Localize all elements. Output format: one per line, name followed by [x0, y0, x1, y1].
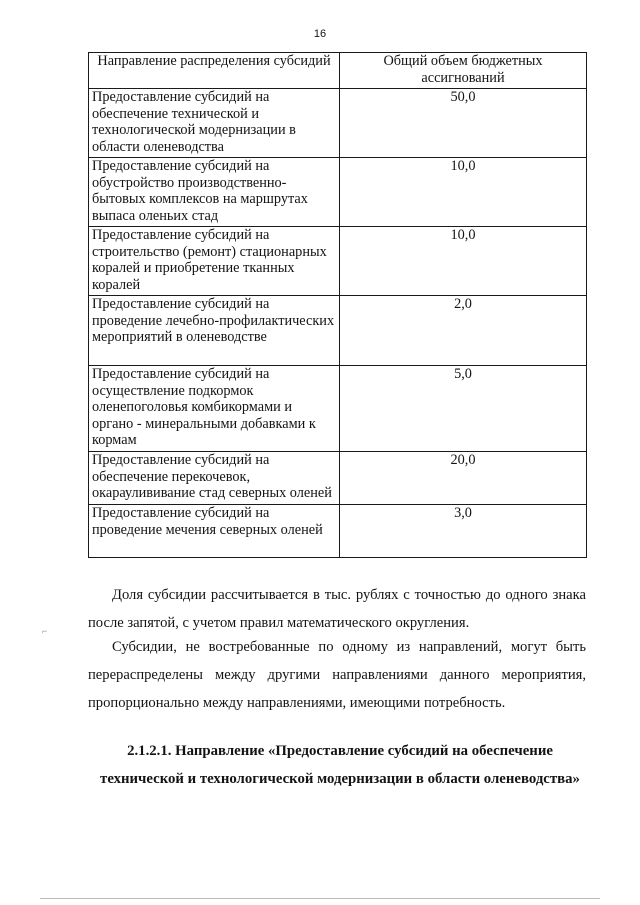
row-value: 3,0	[340, 505, 587, 558]
header-volume: Общий объем бюджетных ассигнований	[340, 53, 587, 89]
scan-edge-line	[40, 898, 600, 899]
table-header-row	[89, 53, 587, 89]
row-direction: Предоставление субсидий на обустройство производственно-бытовых комплексов на маршрутах выпаса оленьих стад	[89, 158, 340, 227]
section-heading-line: технической и технологической модернизации в области оленеводства»	[100, 771, 580, 787]
scan-mark: ⌐	[42, 626, 48, 636]
subsidy-table	[88, 52, 587, 558]
table-row	[89, 452, 587, 505]
paragraph-line: пропорционально между направлениями, имеющими потребность.	[88, 695, 506, 711]
table-row	[89, 296, 587, 366]
paragraph-redistribution	[88, 633, 586, 717]
table-row	[89, 227, 587, 296]
row-direction: Предоставление субсидий на обеспечение технической и технологической модернизации в области оленеводства	[89, 89, 340, 158]
paragraph-rounding	[88, 581, 586, 637]
row-direction: Предоставление субсидий на осуществление подкормок оленепоголовья комбикормами и органо - минеральными добавками к кормам	[89, 366, 340, 452]
row-direction: Предоставление субсидий на проведение лечебно-профилактических мероприятий в оленеводстве	[89, 296, 340, 366]
paragraph-line: Субсидии, не востребованные по одному из направлений, могут быть	[112, 639, 586, 655]
row-value: 10,0	[340, 227, 587, 296]
paragraph-line: после запятой, с учетом правил математического округления.	[88, 615, 470, 631]
paragraph-line: перераспределены между другими направлениями данного мероприятия,	[88, 667, 586, 683]
header-direction: Направление распределения субсидий	[89, 53, 340, 89]
table-row	[89, 158, 587, 227]
row-direction: Предоставление субсидий на обеспечение перекочевок, окараулививание стад северных оленей	[89, 452, 340, 505]
paragraph-line: Доля субсидии рассчитывается в тыс. рублях с точностью до одного знака	[112, 587, 586, 603]
row-value: 5,0	[340, 366, 587, 452]
row-direction: Предоставление субсидий на строительство (ремонт) стационарных коралей и приобретение тканных коралей	[89, 227, 340, 296]
table-row	[89, 366, 587, 452]
section-heading-line: 2.1.2.1. Направление «Предоставление субсидий на обеспечение	[127, 743, 553, 759]
table-row	[89, 505, 587, 558]
section-heading	[70, 737, 610, 793]
row-value: 2,0	[340, 296, 587, 366]
row-value: 50,0	[340, 89, 587, 158]
row-value: 20,0	[340, 452, 587, 505]
table-row	[89, 89, 587, 158]
page-number: 16	[313, 28, 327, 40]
row-value: 10,0	[340, 158, 587, 227]
row-direction: Предоставление субсидий на проведение мечения северных оленей	[89, 505, 340, 558]
